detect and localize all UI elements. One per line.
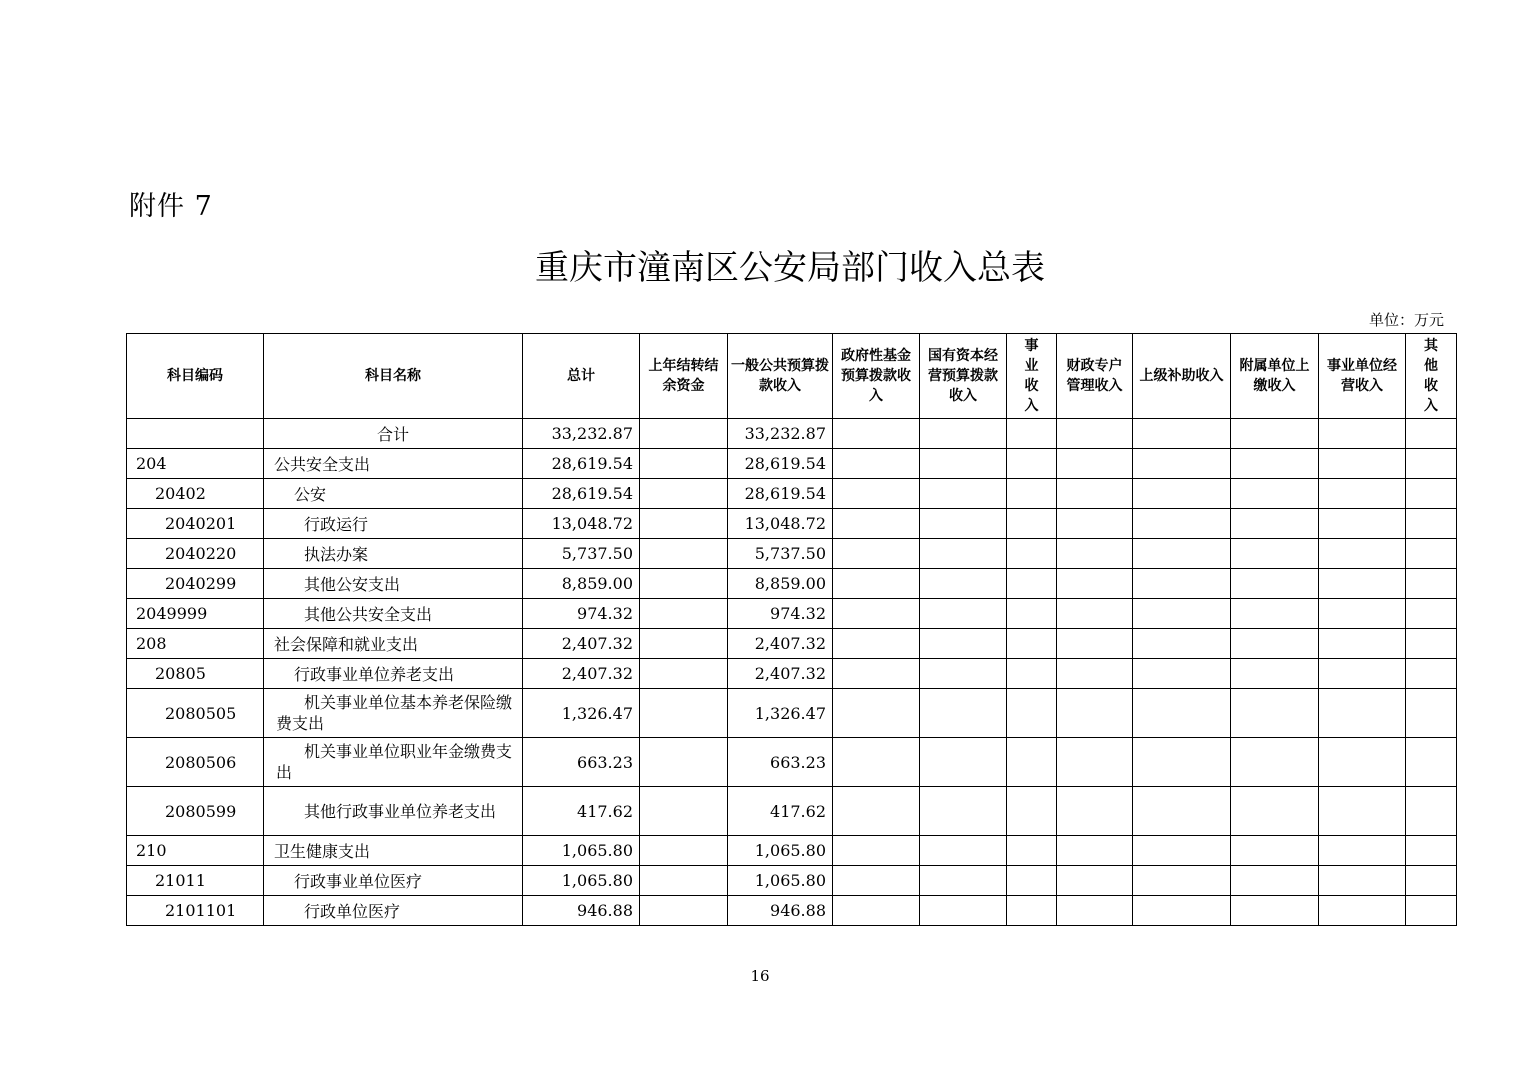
table-row (127, 479, 1457, 509)
row-name: 社会保障和就业支出 (264, 629, 523, 659)
row-total: 28,619.54 (523, 449, 640, 479)
empty-cell (1231, 539, 1319, 569)
row-total: 13,048.72 (523, 509, 640, 539)
empty-cell (1007, 896, 1057, 926)
row-general-budget: 2,407.32 (728, 629, 833, 659)
empty-cell (1319, 569, 1406, 599)
row-general-budget: 5,737.50 (728, 539, 833, 569)
empty-cell (1319, 599, 1406, 629)
empty-cell (1231, 419, 1319, 449)
empty-cell (1319, 539, 1406, 569)
empty-cell (1057, 896, 1133, 926)
row-code: 2040220 (127, 539, 264, 569)
empty-cell (1133, 629, 1231, 659)
empty-cell (1007, 419, 1057, 449)
empty-cell (833, 509, 920, 539)
row-code: 2080599 (127, 787, 264, 836)
row-total: 1,065.80 (523, 866, 640, 896)
row-total: 8,859.00 (523, 569, 640, 599)
table-row (127, 787, 1457, 836)
empty-cell (833, 569, 920, 599)
empty-cell (1057, 599, 1133, 629)
empty-cell (1406, 787, 1457, 836)
row-name: 其他公安支出 (264, 569, 523, 599)
empty-cell (1007, 599, 1057, 629)
empty-cell (1319, 509, 1406, 539)
header-general-budget: 一般公共预算拨款收入 (728, 334, 833, 419)
table-row (127, 896, 1457, 926)
empty-cell (1231, 569, 1319, 599)
empty-cell (1057, 836, 1133, 866)
empty-cell (1007, 659, 1057, 689)
empty-cell (920, 419, 1007, 449)
empty-cell (1406, 569, 1457, 599)
row-prior-carryover (640, 509, 728, 539)
empty-cell (920, 629, 1007, 659)
row-code: 2080505 (127, 689, 264, 738)
row-general-budget: 1,065.80 (728, 836, 833, 866)
empty-cell (1133, 659, 1231, 689)
table-header-row (127, 334, 1457, 419)
empty-cell (1133, 689, 1231, 738)
row-total: 974.32 (523, 599, 640, 629)
empty-cell (1057, 787, 1133, 836)
row-name: 行政单位医疗 (264, 896, 523, 926)
empty-cell (920, 569, 1007, 599)
empty-cell (1319, 689, 1406, 738)
empty-cell (1319, 787, 1406, 836)
row-name: 行政运行 (264, 509, 523, 539)
row-total: 417.62 (523, 787, 640, 836)
header-code: 科目编码 (127, 334, 264, 419)
empty-cell (1133, 539, 1231, 569)
row-code: 2080506 (127, 738, 264, 787)
empty-cell (920, 509, 1007, 539)
row-total: 1,326.47 (523, 689, 640, 738)
empty-cell (1007, 689, 1057, 738)
empty-cell (1057, 659, 1133, 689)
row-general-budget: 946.88 (728, 896, 833, 926)
header-gov-fund: 政府性基金预算拨款收入 (833, 334, 920, 419)
empty-cell (1406, 629, 1457, 659)
empty-cell (833, 689, 920, 738)
empty-cell (1133, 866, 1231, 896)
table-row (127, 449, 1457, 479)
empty-cell (833, 738, 920, 787)
row-code: 20805 (127, 659, 264, 689)
empty-cell (1133, 449, 1231, 479)
empty-cell (1057, 509, 1133, 539)
row-prior-carryover (640, 599, 728, 629)
empty-cell (920, 689, 1007, 738)
row-prior-carryover (640, 659, 728, 689)
row-total: 28,619.54 (523, 479, 640, 509)
row-name: 行政事业单位医疗 (264, 866, 523, 896)
empty-cell (1057, 539, 1133, 569)
income-summary-table (126, 333, 1457, 926)
empty-cell (1133, 419, 1231, 449)
table-row (127, 539, 1457, 569)
empty-cell (1406, 509, 1457, 539)
empty-cell (1319, 449, 1406, 479)
empty-cell (1057, 479, 1133, 509)
empty-cell (1133, 836, 1231, 866)
row-general-budget: 1,326.47 (728, 689, 833, 738)
row-total: 663.23 (523, 738, 640, 787)
empty-cell (1231, 787, 1319, 836)
row-prior-carryover (640, 896, 728, 926)
row-prior-carryover (640, 569, 728, 599)
unit-label: 单位：万元 (1368, 311, 1444, 329)
empty-cell (833, 539, 920, 569)
empty-cell (1406, 479, 1457, 509)
table-row (127, 866, 1457, 896)
row-name: 卫生健康支出 (264, 836, 523, 866)
row-code: 2049999 (127, 599, 264, 629)
empty-cell (1007, 866, 1057, 896)
empty-cell (920, 479, 1007, 509)
empty-cell (1231, 866, 1319, 896)
empty-cell (1319, 896, 1406, 926)
table-row (127, 509, 1457, 539)
row-name: 执法办案 (264, 539, 523, 569)
row-total: 2,407.32 (523, 629, 640, 659)
row-name: 机关事业单位基本养老保险缴费支出 (264, 689, 523, 738)
empty-cell (833, 659, 920, 689)
table-row (127, 659, 1457, 689)
empty-cell (1406, 738, 1457, 787)
empty-cell (1007, 569, 1057, 599)
empty-cell (833, 896, 920, 926)
row-name: 行政事业单位养老支出 (264, 659, 523, 689)
empty-cell (1133, 599, 1231, 629)
empty-cell (1133, 509, 1231, 539)
empty-cell (833, 836, 920, 866)
empty-cell (1319, 419, 1406, 449)
header-total: 总计 (523, 334, 640, 419)
empty-cell (1406, 866, 1457, 896)
header-business-income: 事 业 收 入 (1007, 334, 1057, 419)
row-total: 946.88 (523, 896, 640, 926)
table-row (127, 629, 1457, 659)
row-prior-carryover (640, 836, 728, 866)
row-code: 2101101 (127, 896, 264, 926)
empty-cell (1406, 539, 1457, 569)
header-fiscal-special: 财政专户管理收入 (1057, 334, 1133, 419)
empty-cell (1133, 569, 1231, 599)
row-prior-carryover (640, 539, 728, 569)
empty-cell (920, 539, 1007, 569)
empty-cell (920, 738, 1007, 787)
empty-cell (920, 836, 1007, 866)
empty-cell (1231, 479, 1319, 509)
row-name: 公安 (264, 479, 523, 509)
row-general-budget: 663.23 (728, 738, 833, 787)
empty-cell (1133, 787, 1231, 836)
row-prior-carryover (640, 449, 728, 479)
empty-cell (1007, 509, 1057, 539)
empty-cell (1406, 449, 1457, 479)
header-business-operation: 事业单位经营收入 (1319, 334, 1406, 419)
row-general-budget: 28,619.54 (728, 479, 833, 509)
empty-cell (1057, 419, 1133, 449)
empty-cell (1231, 659, 1319, 689)
empty-cell (1007, 449, 1057, 479)
empty-cell (1133, 896, 1231, 926)
empty-cell (920, 599, 1007, 629)
page-title: 重庆市潼南区公安局部门收入总表 (535, 248, 1045, 288)
empty-cell (1007, 787, 1057, 836)
row-name: 公共安全支出 (264, 449, 523, 479)
row-prior-carryover (640, 738, 728, 787)
header-state-capital: 国有资本经营预算拨款收入 (920, 334, 1007, 419)
empty-cell (1406, 896, 1457, 926)
empty-cell (1133, 479, 1231, 509)
row-code: 21011 (127, 866, 264, 896)
empty-cell (1007, 836, 1057, 866)
empty-cell (1057, 449, 1133, 479)
row-general-budget: 1,065.80 (728, 866, 833, 896)
empty-cell (833, 599, 920, 629)
row-general-budget: 33,232.87 (728, 419, 833, 449)
empty-cell (1007, 629, 1057, 659)
row-prior-carryover (640, 479, 728, 509)
empty-cell (833, 629, 920, 659)
table-row (127, 689, 1457, 738)
empty-cell (1319, 836, 1406, 866)
empty-cell (833, 479, 920, 509)
empty-cell (1231, 449, 1319, 479)
empty-cell (833, 419, 920, 449)
table-row (127, 569, 1457, 599)
row-code: 2040201 (127, 509, 264, 539)
empty-cell (1231, 509, 1319, 539)
empty-cell (1231, 836, 1319, 866)
empty-cell (1057, 866, 1133, 896)
empty-cell (1231, 599, 1319, 629)
row-name: 其他公共安全支出 (264, 599, 523, 629)
row-total: 33,232.87 (523, 419, 640, 449)
row-name: 机关事业单位职业年金缴费支出 (264, 738, 523, 787)
empty-cell (833, 787, 920, 836)
header-superior-subsidy: 上级补助收入 (1133, 334, 1231, 419)
row-general-budget: 417.62 (728, 787, 833, 836)
empty-cell (920, 449, 1007, 479)
empty-cell (1007, 539, 1057, 569)
empty-cell (1406, 599, 1457, 629)
header-prior-carryover: 上年结转结余资金 (640, 334, 728, 419)
row-general-budget: 8,859.00 (728, 569, 833, 599)
empty-cell (920, 896, 1007, 926)
page-number: 16 (750, 967, 770, 985)
empty-cell (1319, 479, 1406, 509)
row-code: 204 (127, 449, 264, 479)
row-code: 20402 (127, 479, 264, 509)
row-code: 210 (127, 836, 264, 866)
empty-cell (1057, 569, 1133, 599)
row-total: 2,407.32 (523, 659, 640, 689)
empty-cell (1406, 689, 1457, 738)
row-general-budget: 28,619.54 (728, 449, 833, 479)
header-affiliated-payment: 附属单位上缴收入 (1231, 334, 1319, 419)
table-row (127, 836, 1457, 866)
row-general-budget: 974.32 (728, 599, 833, 629)
attachment-label: 附件 7 (129, 191, 213, 222)
empty-cell (1319, 738, 1406, 787)
empty-cell (1406, 419, 1457, 449)
row-total: 5,737.50 (523, 539, 640, 569)
table-row (127, 419, 1457, 449)
header-name: 科目名称 (264, 334, 523, 419)
row-general-budget: 13,048.72 (728, 509, 833, 539)
empty-cell (1319, 629, 1406, 659)
empty-cell (1007, 738, 1057, 787)
empty-cell (1406, 659, 1457, 689)
table-row (127, 738, 1457, 787)
row-prior-carryover (640, 866, 728, 896)
row-prior-carryover (640, 787, 728, 836)
empty-cell (920, 787, 1007, 836)
row-prior-carryover (640, 629, 728, 659)
empty-cell (1319, 659, 1406, 689)
empty-cell (1319, 866, 1406, 896)
row-general-budget: 2,407.32 (728, 659, 833, 689)
row-name: 合计 (264, 419, 523, 449)
row-prior-carryover (640, 419, 728, 449)
row-code: 208 (127, 629, 264, 659)
empty-cell (1057, 738, 1133, 787)
row-total: 1,065.80 (523, 836, 640, 866)
empty-cell (920, 866, 1007, 896)
empty-cell (920, 659, 1007, 689)
empty-cell (1007, 479, 1057, 509)
table-row (127, 599, 1457, 629)
empty-cell (1231, 738, 1319, 787)
row-name: 其他行政事业单位养老支出 (264, 787, 523, 836)
row-prior-carryover (640, 689, 728, 738)
row-code: 2040299 (127, 569, 264, 599)
empty-cell (1231, 689, 1319, 738)
empty-cell (1057, 629, 1133, 659)
empty-cell (1057, 689, 1133, 738)
header-other-income: 其 他 收 入 (1406, 334, 1457, 419)
empty-cell (1231, 629, 1319, 659)
empty-cell (1406, 836, 1457, 866)
empty-cell (833, 866, 920, 896)
empty-cell (1133, 738, 1231, 787)
empty-cell (833, 449, 920, 479)
row-code (127, 419, 264, 449)
empty-cell (1231, 896, 1319, 926)
